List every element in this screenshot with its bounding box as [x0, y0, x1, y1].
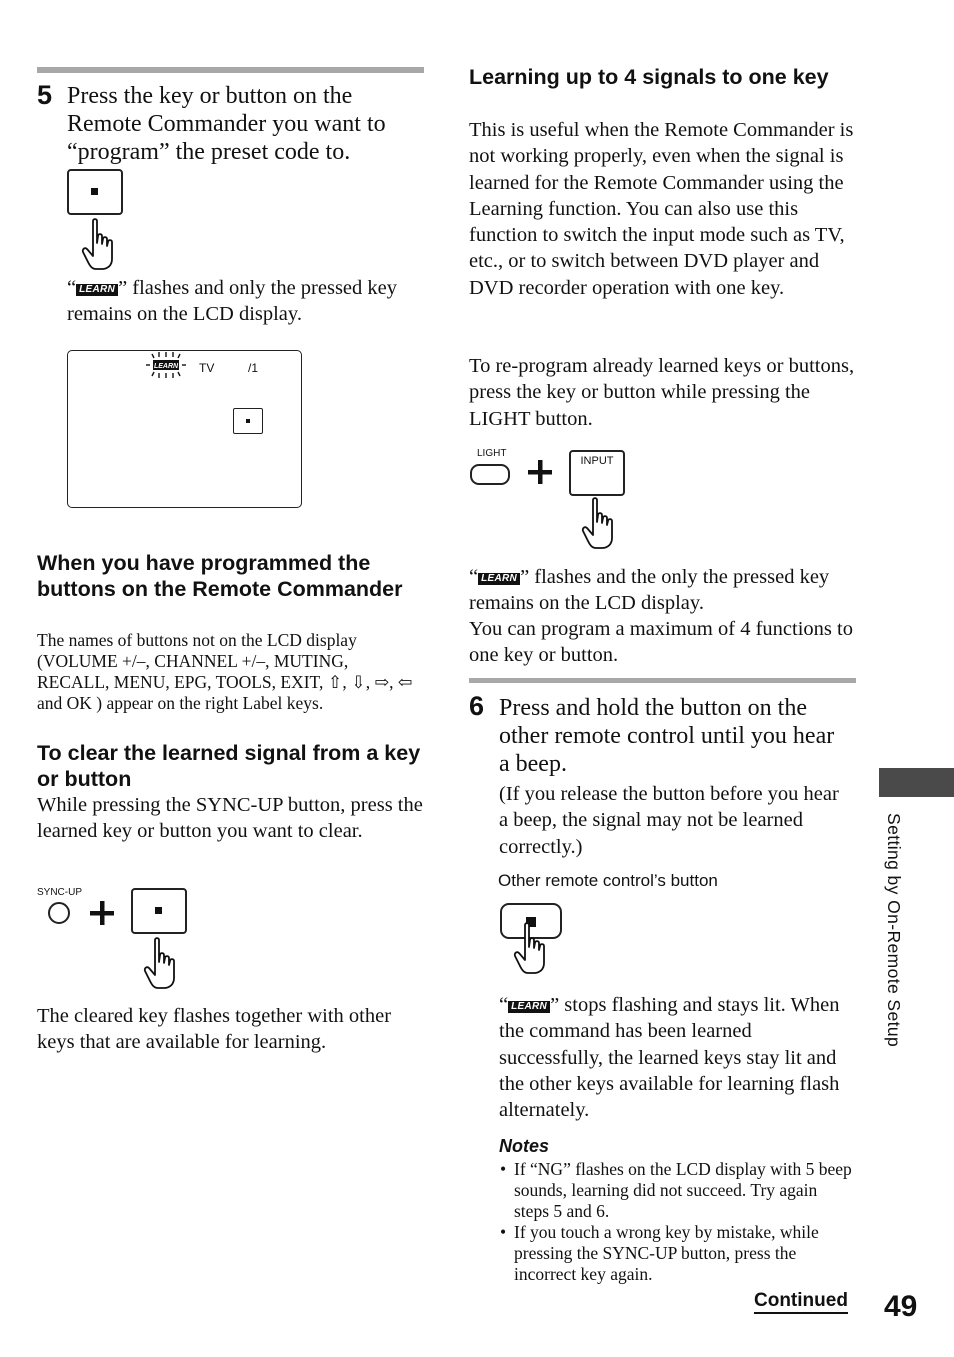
- plus-icon: [527, 459, 553, 485]
- light-label: LIGHT: [477, 448, 507, 459]
- input-key-illustration: [569, 450, 625, 496]
- maximum-functions-text: You can program a maximum of 4 functions to one key or button.: [469, 618, 853, 667]
- learned-key-illustration: [131, 888, 187, 934]
- clear-heading: To clear the learned signal from a key or button: [37, 741, 421, 791]
- lcd-key-icon: [233, 408, 263, 434]
- note-item: • If you touch a wrong key by mistake, while pressing the SYNC-UP button, press the incorrect key again.: [499, 1222, 854, 1285]
- programmed-heading: When you have programmed the buttons on the Remote Commander: [37, 551, 403, 601]
- step-5-instruction: Press the key or button on the Remote Commander you want to “program” the preset code to.: [67, 83, 386, 165]
- key-dot-icon: [155, 907, 162, 914]
- learn-indicator-icon: LEARN: [76, 284, 118, 296]
- other-remote-caption: Other remote control’s button: [498, 871, 718, 890]
- pressing-hand-icon: [81, 218, 117, 272]
- step-6-note: (If you release the button before you hear a beep, the signal may not be learned correctly.): [499, 783, 839, 858]
- lcd-mode-label: TV: [199, 361, 215, 375]
- svg-text:LEARN: LEARN: [153, 363, 179, 370]
- step-6-number: 6: [469, 691, 485, 721]
- learn-flash-note: “ LEARN ” flashes and only the pressed key remains on the LCD display.: [67, 277, 398, 326]
- lcd-page-label: /1: [248, 361, 259, 375]
- remote-key-illustration: [67, 169, 123, 215]
- cleared-key-note: The cleared key flashes together with other keys that are available for learning.: [37, 1005, 392, 1054]
- page-number: 49: [884, 1290, 918, 1323]
- learn-flash-note-2: “ LEARN ” flashes and the only the pressed key remains on the LCD display.: [469, 566, 830, 615]
- note-item: • If “NG” flashes on the LCD display with 5 beep sounds, learning did not succeed. Try again steps 5 and 6.: [499, 1159, 854, 1222]
- learning-4-text: This is useful when the Remote Commander is not working properly, even when the signal is learned for the Remote Commander using the Learning function. You can also use this function to switch the input mode such as TV, etc., or to switch between DVD player and DVD recorder operation with one key.: [469, 119, 854, 299]
- plus-icon: [89, 900, 115, 926]
- input-key-label: INPUT: [580, 455, 614, 467]
- section-tab-label: Setting by On-Remote Setup: [884, 813, 904, 1048]
- sync-up-button-icon: [48, 902, 70, 924]
- reprogram-text: To re-program already learned keys or buttons, press the key or button while pressing the LIGHT button.: [469, 355, 855, 430]
- learning-4-heading: Learning up to 4 signals to one key: [469, 65, 829, 89]
- key-dot-icon: [91, 188, 98, 195]
- section-divider: [469, 678, 856, 683]
- pressing-hand-icon: [513, 922, 549, 976]
- stops-flashing-text: “ LEARN ” stops flashing and stays lit. When the command has been learned successfully, the learned keys stay lit and the other keys available for learning flash alternately.: [499, 994, 840, 1122]
- learn-flashing-icon: [146, 351, 188, 379]
- section-divider: [37, 67, 424, 73]
- section-tab: [879, 768, 954, 797]
- step-5-number: 5: [37, 80, 53, 110]
- continued-label: Continued: [754, 1290, 848, 1314]
- lcd-display-illustration: [67, 350, 302, 508]
- pressing-hand-icon: [143, 937, 179, 991]
- notes-list: [499, 1159, 854, 1285]
- pressing-hand-icon: [581, 497, 617, 551]
- notes-heading: Notes: [499, 1136, 550, 1156]
- clear-text: While pressing the SYNC-UP button, press the learned key or button you want to clear.: [37, 794, 423, 843]
- light-button-icon: [470, 464, 510, 485]
- learn-indicator-icon: LEARN: [508, 1001, 550, 1013]
- step-6-instruction: Press and hold the button on the other remote control until you hear a beep.: [499, 695, 835, 777]
- learn-indicator-icon: LEARN: [478, 573, 520, 585]
- sync-up-label: SYNC-UP: [37, 887, 83, 898]
- programmed-text: The names of buttons not on the LCD display (VOLUME +/–, CHANNEL +/–, MUTING, RECALL, MENU, EPG, TOOLS, EXIT, ⇧, ⇩, ⇨, ⇦ and OK ) appear on the right Label keys.: [37, 630, 413, 713]
